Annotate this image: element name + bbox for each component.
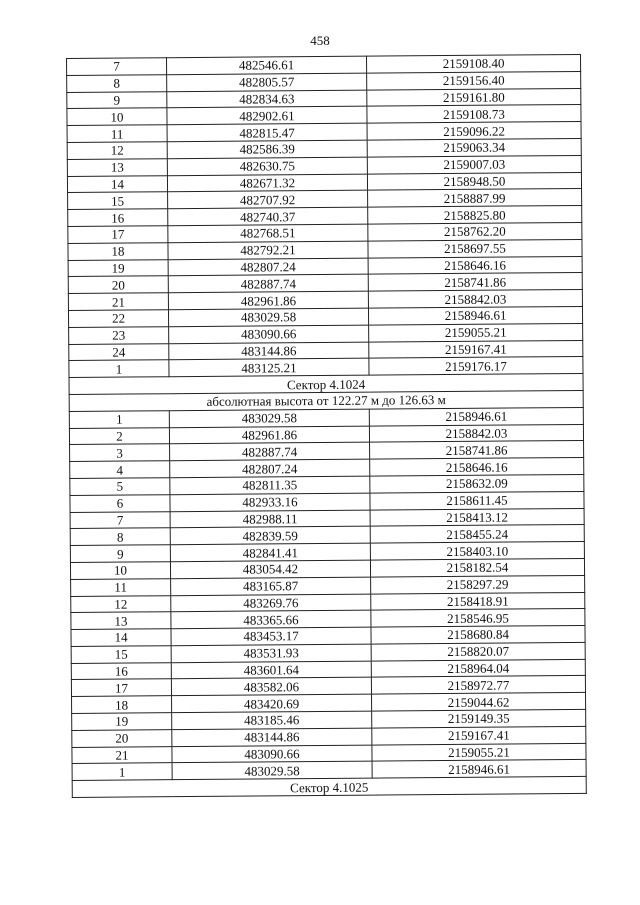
y-coordinate-cell: 2158820.07 xyxy=(371,642,585,660)
x-coordinate-cell: 482671.32 xyxy=(167,174,367,192)
x-coordinate-cell: 482740.37 xyxy=(168,207,368,225)
point-number-cell: 2 xyxy=(69,427,169,445)
y-coordinate-cell: 2159161.80 xyxy=(367,88,581,106)
point-number-cell: 15 xyxy=(68,192,168,210)
y-coordinate-cell: 2158946.61 xyxy=(372,760,586,778)
y-coordinate-cell: 2158182.54 xyxy=(370,558,584,576)
point-number-cell: 1 xyxy=(69,360,169,378)
x-coordinate-cell: 482902.61 xyxy=(167,107,367,125)
point-number-cell: 11 xyxy=(67,125,167,143)
y-coordinate-cell: 2159176.17 xyxy=(369,357,583,375)
x-coordinate-cell: 482834.63 xyxy=(167,90,367,108)
point-number-cell: 20 xyxy=(68,276,168,294)
x-coordinate-cell: 482707.92 xyxy=(168,191,368,209)
y-coordinate-cell: 2159044.62 xyxy=(372,693,586,711)
y-coordinate-cell: 2158842.03 xyxy=(368,290,582,308)
sector-1025-header xyxy=(72,777,586,798)
point-number-cell: 14 xyxy=(71,629,171,647)
x-coordinate-cell: 482841.41 xyxy=(170,543,370,561)
x-coordinate-cell: 483090.66 xyxy=(172,745,372,763)
x-coordinate-cell: 482805.57 xyxy=(167,73,367,91)
x-coordinate-cell: 482811.35 xyxy=(170,476,370,494)
point-number-cell: 1 xyxy=(72,763,172,781)
coordinates-sheet xyxy=(66,54,586,798)
point-number-cell: 19 xyxy=(68,259,168,277)
x-coordinate-cell: 483185.46 xyxy=(172,711,372,729)
point-number-cell: 12 xyxy=(71,595,171,613)
x-coordinate-cell: 483125.21 xyxy=(169,358,369,376)
y-coordinate-cell: 2159063.34 xyxy=(367,138,581,156)
x-coordinate-cell: 482586.39 xyxy=(167,140,367,158)
point-number-cell: 3 xyxy=(70,444,170,462)
point-number-cell: 6 xyxy=(70,494,170,512)
sector-1024-header xyxy=(69,374,583,412)
x-coordinate-cell: 482988.11 xyxy=(170,510,370,528)
y-coordinate-cell: 2159055.21 xyxy=(372,743,586,761)
y-coordinate-cell: 2158413.12 xyxy=(370,508,584,526)
point-number-cell: 15 xyxy=(71,646,171,664)
point-number-cell: 18 xyxy=(72,696,172,714)
y-coordinate-cell: 2159167.41 xyxy=(369,340,583,358)
point-number-cell: 24 xyxy=(69,343,169,361)
point-number-cell: 7 xyxy=(70,511,170,529)
y-coordinate-cell: 2158946.61 xyxy=(368,306,582,324)
y-coordinate-cell: 2159108.40 xyxy=(366,54,580,72)
x-coordinate-cell: 482630.75 xyxy=(167,157,367,175)
point-number-cell: 18 xyxy=(68,242,168,260)
y-coordinate-cell: 2158887.99 xyxy=(368,189,582,207)
y-coordinate-cell: 2158946.61 xyxy=(369,407,583,425)
x-coordinate-cell: 483269.76 xyxy=(171,594,371,612)
point-number-cell: 5 xyxy=(70,478,170,496)
x-coordinate-cell: 482839.59 xyxy=(170,526,370,544)
x-coordinate-cell: 482887.74 xyxy=(170,442,370,460)
y-coordinate-cell: 2158741.86 xyxy=(368,273,582,291)
x-coordinate-cell: 483144.86 xyxy=(172,728,372,746)
sector-1024-body xyxy=(69,407,586,781)
sector-1024-subtitle: абсолютная высота от 122.27 м до 126.63 м xyxy=(69,390,583,411)
y-coordinate-cell: 2158741.86 xyxy=(370,441,584,459)
table-1-body xyxy=(67,54,583,377)
point-number-cell: 21 xyxy=(68,293,168,311)
x-coordinate-cell: 483453.17 xyxy=(171,627,371,645)
point-number-cell: 13 xyxy=(67,158,167,176)
y-coordinate-cell: 2159167.41 xyxy=(372,726,586,744)
y-coordinate-cell: 2158825.80 xyxy=(368,206,582,224)
y-coordinate-cell: 2158632.09 xyxy=(370,474,584,492)
point-number-cell: 4 xyxy=(70,461,170,479)
page-number: 458 xyxy=(310,33,330,48)
x-coordinate-cell: 482961.86 xyxy=(169,426,369,444)
point-number-cell: 21 xyxy=(72,746,172,764)
x-coordinate-cell: 482933.16 xyxy=(170,493,370,511)
y-coordinate-cell: 2159096.22 xyxy=(367,122,581,140)
x-coordinate-cell: 482807.24 xyxy=(170,459,370,477)
point-number-cell: 12 xyxy=(67,142,167,160)
y-coordinate-cell: 2159156.40 xyxy=(367,71,581,89)
x-coordinate-cell: 483029.58 xyxy=(169,409,369,427)
point-number-cell: 10 xyxy=(67,108,167,126)
point-number-cell: 9 xyxy=(70,545,170,563)
point-number-cell: 16 xyxy=(71,662,171,680)
point-number-cell: 1 xyxy=(69,410,169,428)
x-coordinate-cell: 483582.06 xyxy=(171,678,371,696)
point-number-cell: 9 xyxy=(67,91,167,109)
y-coordinate-cell: 2158697.55 xyxy=(368,239,582,257)
point-number-cell: 10 xyxy=(70,562,170,580)
y-coordinate-cell: 2159149.35 xyxy=(372,710,586,728)
point-number-cell: 7 xyxy=(67,58,167,76)
point-number-cell: 13 xyxy=(71,612,171,630)
point-number-cell: 23 xyxy=(69,326,169,344)
y-coordinate-cell: 2158842.03 xyxy=(369,424,583,442)
point-number-cell: 16 xyxy=(68,209,168,227)
y-coordinate-cell: 2158948.50 xyxy=(367,172,581,190)
x-coordinate-cell: 483601.64 xyxy=(171,661,371,679)
x-coordinate-cell: 482887.74 xyxy=(168,274,368,292)
point-number-cell: 19 xyxy=(72,713,172,731)
point-number-cell: 20 xyxy=(72,730,172,748)
x-coordinate-cell: 482768.51 xyxy=(168,224,368,242)
y-coordinate-cell: 2158964.04 xyxy=(371,659,585,677)
coordinates-table xyxy=(66,54,587,798)
point-number-cell: 8 xyxy=(67,75,167,93)
y-coordinate-cell: 2158680.84 xyxy=(371,626,585,644)
x-coordinate-cell: 483144.86 xyxy=(169,342,369,360)
sector-1025-title: Сектор 4.1025 xyxy=(72,777,586,798)
x-coordinate-cell: 483165.87 xyxy=(171,577,371,595)
x-coordinate-cell: 483420.69 xyxy=(172,694,372,712)
y-coordinate-cell: 2158762.20 xyxy=(368,222,582,240)
x-coordinate-cell: 482815.47 xyxy=(167,123,367,141)
point-number-cell: 8 xyxy=(70,528,170,546)
y-coordinate-cell: 2158403.10 xyxy=(370,542,584,560)
point-number-cell: 22 xyxy=(68,310,168,328)
x-coordinate-cell: 483531.93 xyxy=(171,644,371,662)
point-number-cell: 14 xyxy=(67,175,167,193)
x-coordinate-cell: 482546.61 xyxy=(167,56,367,74)
point-number-cell: 17 xyxy=(71,679,171,697)
y-coordinate-cell: 2158418.91 xyxy=(371,592,585,610)
y-coordinate-cell: 2158546.95 xyxy=(371,609,585,627)
x-coordinate-cell: 482792.21 xyxy=(168,241,368,259)
y-coordinate-cell: 2158297.29 xyxy=(371,575,585,593)
y-coordinate-cell: 2158611.45 xyxy=(370,491,584,509)
y-coordinate-cell: 2158455.24 xyxy=(370,525,584,543)
x-coordinate-cell: 483029.58 xyxy=(168,308,368,326)
x-coordinate-cell: 483054.42 xyxy=(170,560,370,578)
point-number-cell: 11 xyxy=(71,578,171,596)
x-coordinate-cell: 483365.66 xyxy=(171,610,371,628)
sector-title-row xyxy=(72,777,586,798)
y-coordinate-cell: 2159108.73 xyxy=(367,105,581,123)
x-coordinate-cell: 482807.24 xyxy=(168,258,368,276)
sector-1024-title: Сектор 4.1024 xyxy=(69,374,583,395)
x-coordinate-cell: 483029.58 xyxy=(172,762,372,780)
y-coordinate-cell: 2158972.77 xyxy=(371,676,585,694)
x-coordinate-cell: 482961.86 xyxy=(168,291,368,309)
y-coordinate-cell: 2158646.16 xyxy=(368,256,582,274)
y-coordinate-cell: 2159055.21 xyxy=(369,323,583,341)
x-coordinate-cell: 483090.66 xyxy=(169,325,369,343)
point-number-cell: 17 xyxy=(68,226,168,244)
y-coordinate-cell: 2159007.03 xyxy=(367,155,581,173)
y-coordinate-cell: 2158646.16 xyxy=(370,458,584,476)
